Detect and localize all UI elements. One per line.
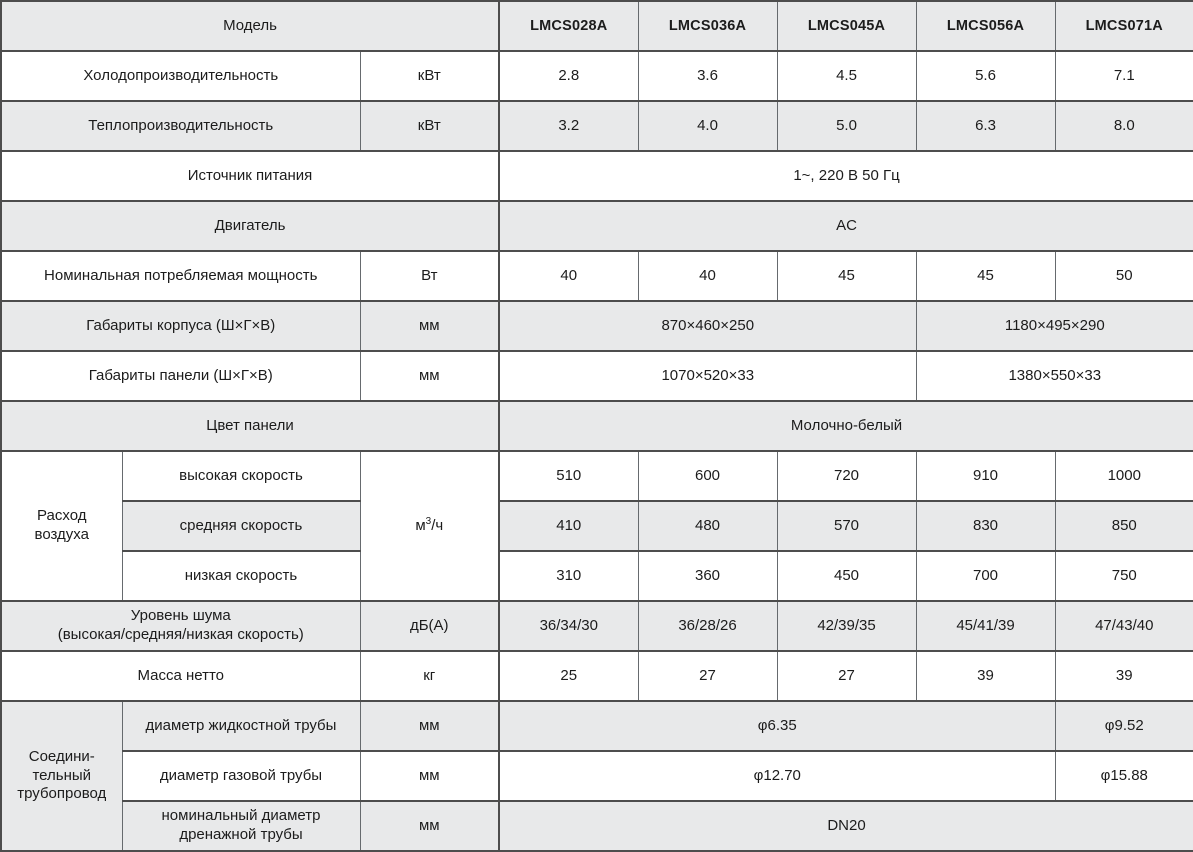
noise-value: 36/34/30 [499,601,638,651]
airflow-high-label: высокая скорость [122,451,360,501]
noise-label-line1: Уровень шума [130,607,231,625]
airflow-mid-value: 570 [777,501,916,551]
heating-label: Теплопроизводительность [1,101,360,151]
cooling-label: Холодопроизводительность [1,51,360,101]
heating-value: 6.3 [916,101,1055,151]
airflow-unit-base: м [415,516,426,534]
row-cooling [1,51,1193,101]
airflow-unit-rest: /ч [431,516,444,534]
model-name-4: LMCS056A [916,1,1055,51]
piping-group-label-line: Соедини- [28,747,95,765]
airflow-unit [360,451,499,601]
heating-value: 4.0 [638,101,777,151]
airflow-high-value: 510 [499,451,638,501]
rated-power-value: 40 [638,251,777,301]
panel-color-value: Молочно-белый [499,401,1193,451]
noise-value: 42/39/35 [777,601,916,651]
panel-dims-value-b: 1380×550×33 [916,351,1193,401]
model-name-2: LMCS036A [638,1,777,51]
piping-liquid-value-a: φ6.35 [499,701,1055,751]
airflow-mid-label: средняя скорость [122,501,360,551]
row-airflow-low [1,551,1193,601]
airflow-low-value: 700 [916,551,1055,601]
airflow-high-value: 910 [916,451,1055,501]
row-heating [1,101,1193,151]
piping-liquid-label: диаметр жидкостной трубы [122,701,360,751]
cooling-value: 5.6 [916,51,1055,101]
body-dims-label: Габариты корпуса (Ш×Г×В) [1,301,360,351]
airflow-mid-value: 830 [916,501,1055,551]
airflow-low-value: 310 [499,551,638,601]
piping-gas-label: диаметр газовой трубы [122,751,360,801]
piping-drain-value: DN20 [499,801,1193,851]
airflow-mid-value: 410 [499,501,638,551]
noise-label-line2: (высокая/средняя/низкая скорость) [57,626,304,643]
piping-drain-unit: мм [360,801,499,851]
piping-liquid-value-b: φ9.52 [1055,701,1193,751]
motor-label: Двигатель [1,201,499,251]
row-panel-color [1,401,1193,451]
row-model [1,1,1193,51]
row-rated-power [1,251,1193,301]
rated-power-value: 50 [1055,251,1193,301]
row-piping-drain [1,801,1193,851]
panel-dims-value-a: 1070×520×33 [499,351,916,401]
row-airflow-mid [1,501,1193,551]
airflow-high-value: 720 [777,451,916,501]
row-panel-dims [1,351,1193,401]
heating-value: 3.2 [499,101,638,151]
row-airflow-high [1,451,1193,501]
airflow-group-label-line: Расход [37,507,87,525]
piping-liquid-unit: мм [360,701,499,751]
airflow-mid-value: 850 [1055,501,1193,551]
noise-value: 45/41/39 [916,601,1055,651]
net-weight-value: 39 [916,651,1055,701]
power-supply-label: Источник питания [1,151,499,201]
cooling-unit: кВт [360,51,499,101]
panel-color-label: Цвет панели [1,401,499,451]
heating-value: 8.0 [1055,101,1193,151]
piping-group-label-line: тельный [32,766,92,784]
piping-group-label-line: трубопровод [17,785,107,803]
body-dims-value-a: 870×460×250 [499,301,916,351]
rated-power-value: 45 [916,251,1055,301]
airflow-high-value: 600 [638,451,777,501]
body-dims-unit: мм [360,301,499,351]
piping-group-label [1,701,122,851]
rated-power-label: Номинальная потребляемая мощность [1,251,360,301]
model-name-5: LMCS071A [1055,1,1193,51]
airflow-low-value: 450 [777,551,916,601]
rated-power-value: 40 [499,251,638,301]
cooling-value: 7.1 [1055,51,1193,101]
piping-gas-value-b: φ15.88 [1055,751,1193,801]
piping-gas-value-a: φ12.70 [499,751,1055,801]
heating-value: 5.0 [777,101,916,151]
model-name-1: LMCS028A [499,1,638,51]
noise-value: 36/28/26 [638,601,777,651]
panel-dims-label: Габариты панели (Ш×Г×В) [1,351,360,401]
row-piping-liquid [1,701,1193,751]
model-name-3: LMCS045A [777,1,916,51]
rated-power-unit: Вт [360,251,499,301]
row-body-dims [1,301,1193,351]
airflow-low-label: низкая скорость [122,551,360,601]
noise-label [1,601,360,651]
airflow-group-label [1,451,122,601]
net-weight-label: Масса нетто [1,651,360,701]
motor-value: AC [499,201,1193,251]
airflow-low-value: 750 [1055,551,1193,601]
cooling-value: 3.6 [638,51,777,101]
airflow-high-value: 1000 [1055,451,1193,501]
cooling-value: 4.5 [777,51,916,101]
rated-power-value: 45 [777,251,916,301]
body-dims-value-b: 1180×495×290 [916,301,1193,351]
net-weight-value: 39 [1055,651,1193,701]
panel-dims-unit: мм [360,351,499,401]
airflow-low-value: 360 [638,551,777,601]
airflow-group-label-line: воздуха [34,526,89,543]
cooling-value: 2.8 [499,51,638,101]
airflow-mid-value: 480 [638,501,777,551]
heating-unit: кВт [360,101,499,151]
noise-unit: дБ(А) [360,601,499,651]
piping-drain-label: номинальный диаметр дренажной трубы [122,801,360,851]
power-supply-value: 1~, 220 В 50 Гц [499,151,1193,201]
row-motor [1,201,1193,251]
net-weight-unit: кг [360,651,499,701]
noise-value: 47/43/40 [1055,601,1193,651]
airflow-unit-sup: 3 [425,515,432,527]
row-net-weight [1,651,1193,701]
row-noise [1,601,1193,651]
net-weight-value: 27 [777,651,916,701]
row-power-supply [1,151,1193,201]
net-weight-value: 27 [638,651,777,701]
net-weight-value: 25 [499,651,638,701]
piping-gas-unit: мм [360,751,499,801]
model-row-label: Модель [1,1,499,51]
